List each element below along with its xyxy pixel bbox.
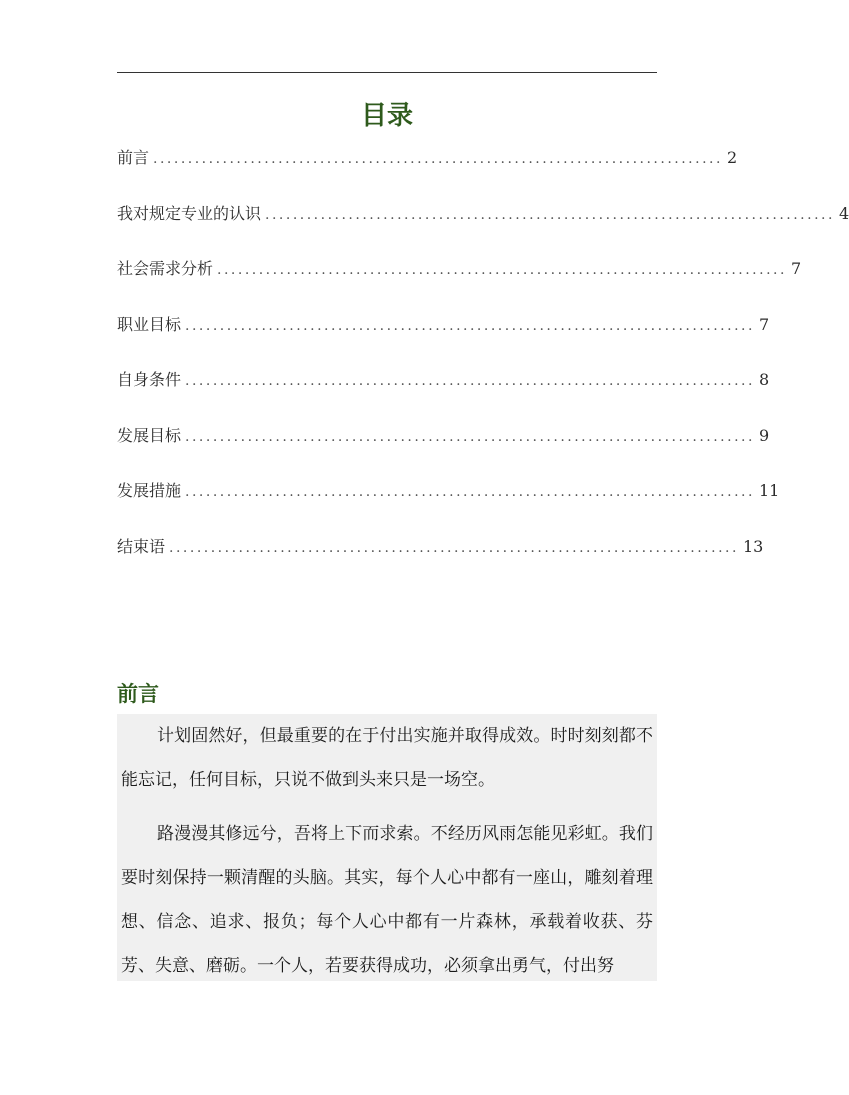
toc-leader-dots: .................................................................................. [185, 317, 755, 334]
toc-item[interactable] [117, 138, 738, 194]
toc-leader-dots: .................................................................................. [185, 428, 755, 445]
body-text-block [117, 714, 657, 981]
toc-leader-dots: .................................................................................. [153, 151, 723, 167]
toc-item[interactable] [117, 194, 849, 250]
toc-item-label: 自身条件 [117, 370, 182, 389]
toc-leader-dots: .................................................................................. [265, 206, 835, 223]
toc-title: 目录 [360, 101, 413, 131]
toc-item[interactable] [117, 305, 770, 361]
toc-item-page: 11 [758, 481, 780, 500]
paragraph: 路漫漫其修远兮，吾将上下而求索。不经历风雨怎能见彩虹。我们要时刻保持一颗清醒的头脑。其实，每个人心中都有一座山，雕刻着理想、信念、追求、报负；每个人心中都有一片森林，承载着收获、芬芳、失意、磨砺。一个人，若要获得成功，必须拿出勇气，付出努 [121, 824, 653, 976]
toc-item-label: 社会需求分析 [117, 259, 214, 278]
toc-item-label: 发展目标 [117, 425, 182, 445]
toc-item-page: 8 [758, 370, 770, 389]
toc-item[interactable] [117, 360, 770, 416]
toc-item[interactable] [117, 416, 770, 472]
table-of-contents [117, 138, 849, 582]
paragraph: 计划固然好，但最重要的在于付出实施并取得成效。时时刻刻都不能忘记，任何目标，只说不做到头来只是一场空。 [121, 726, 653, 790]
toc-item-label: 发展措施 [117, 481, 182, 500]
toc-item-label: 我对规定专业的认识 [117, 203, 262, 223]
toc-item[interactable] [117, 527, 764, 583]
toc-item-page: 13 [742, 536, 764, 556]
toc-leader-dots: .................................................................................. [217, 262, 787, 278]
toc-item-page: 7 [790, 259, 802, 278]
toc-item-label: 结束语 [117, 536, 166, 556]
toc-item-page: 9 [758, 425, 770, 445]
toc-item-label: 职业目标 [117, 314, 182, 334]
toc-leader-dots: .................................................................................. [185, 484, 755, 500]
toc-item-label: 前言 [117, 148, 150, 167]
toc-item-page: 7 [758, 314, 770, 334]
toc-item[interactable] [117, 249, 802, 305]
toc-leader-dots: .................................................................................. [169, 539, 739, 556]
header-rule [117, 72, 657, 73]
toc-leader-dots: .................................................................................. [185, 373, 755, 389]
toc-item-page: 4 [838, 203, 849, 223]
toc-item-page: 2 [726, 148, 738, 167]
section-heading: 前言 [117, 681, 159, 706]
toc-item[interactable] [117, 471, 780, 527]
